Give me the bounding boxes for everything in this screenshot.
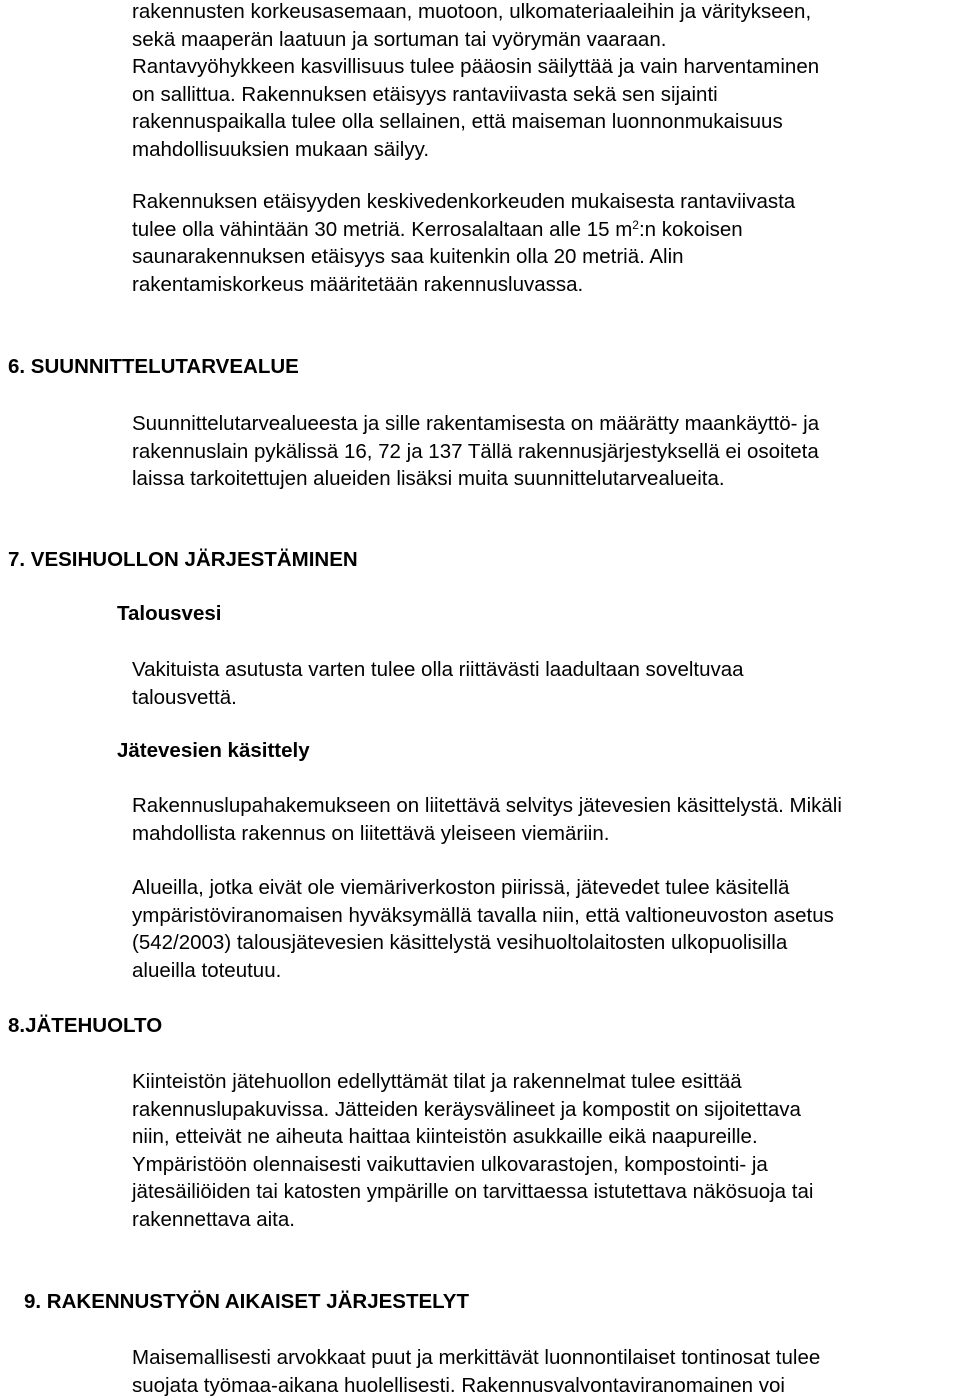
- text-fragment: :n kokoisen: [638, 217, 743, 241]
- text-line: Kiinteistön jätehuollon edellyttämät tilat ja rakennelmat tulee esittää: [132, 1070, 742, 1093]
- section-heading-9: 9. RAKENNUSTYÖN AIKAISET JÄRJESTELYT: [24, 1290, 470, 1313]
- paragraph-drinking-water: [132, 656, 958, 711]
- paragraph-planning-area: [132, 410, 958, 493]
- section-heading-7: 7. VESIHUOLLON JÄRJESTÄMINEN: [8, 548, 358, 571]
- text-line: Suunnittelutarvealueesta ja sille rakentamisesta on määrätty maankäyttö- ja: [132, 412, 820, 435]
- text-line: (542/2003) talousjätevesien käsittelystä vesihuoltolaitosten ulkopuolisilla: [132, 931, 788, 955]
- text-line: rakennuspaikalla tulee olla sellainen, että maiseman luonnonmukaisuus: [132, 110, 783, 134]
- text-line: jätesäiliöiden tai katosten ympärille on tarvittaessa istutettava näkösuoja tai: [132, 1180, 814, 1204]
- text-line: Rakennuslupahakemukseen on liitettävä selvitys jätevesien käsittelystä. Mikäli: [132, 794, 842, 817]
- text-line: Vakituista asutusta varten tulee olla riittävästi laadultaan soveltuvaa: [132, 658, 744, 681]
- text-line: mahdollisuuksien mukaan säilyy.: [132, 137, 430, 161]
- text-line: sekä maaperän laatuun ja sortuman tai vyörymän vaaraan.: [132, 27, 667, 51]
- text-line: alueilla toteutuu.: [132, 958, 282, 982]
- text-line: niin, etteivät ne aiheuta haittaa kiinteistön asukkaille eikä naapureille.: [132, 1125, 758, 1149]
- text-line: Ympäristöön olennaisesti vaikuttavien ulkovarastojen, kompostointi- ja: [132, 1152, 768, 1176]
- section-heading-8: 8.JÄTEHUOLTO: [8, 1014, 163, 1037]
- paragraph-wastewater-permit: [132, 792, 958, 847]
- text-line: [132, 216, 958, 244]
- text-line: rakentamiskorkeus määritetään rakennusluvassa.: [132, 272, 584, 296]
- paragraph-construction-arrangements: [132, 1344, 958, 1399]
- text-line: ympäristöviranomaisen hyväksymällä tavalla niin, että valtioneuvoston asetus: [132, 903, 834, 927]
- text-line: saunarakennuksen etäisyys saa kuitenkin olla 20 metriä. Alin: [132, 245, 684, 269]
- text-line: on sallittua. Rakennuksen etäisyys rantaviivasta sekä sen sijainti: [132, 82, 718, 106]
- text-line: Alueilla, jotka eivät ole viemäriverkoston piirissä, jätevedet tulee käsitellä: [132, 876, 790, 899]
- text-line: rakennuslain pykälissä 16, 72 ja 137 Tällä rakennusjärjestyksellä ei osoiteta: [132, 439, 819, 463]
- section-heading-6: 6. SUUNNITTELUTARVEALUE: [8, 355, 299, 378]
- paragraph-building-placement: [132, 0, 958, 164]
- text-line: rakennusten korkeusasemaan, muotoon, ulkomateriaaleihin ja väritykseen,: [132, 0, 812, 23]
- subheading-jatevesi: Jätevesien käsittely: [117, 739, 310, 762]
- text-line: suojata työmaa-aikana huolellisesti. Rakennusvalvontaviranomainen voi: [132, 1373, 785, 1397]
- subheading-talousvesi: Talousvesi: [117, 602, 222, 625]
- text-line: rakennettava aita.: [132, 1207, 295, 1231]
- paragraph-shoreline-distance: [132, 188, 958, 298]
- superscript: 2: [632, 217, 639, 232]
- text-line: Maisemallisesti arvokkaat puut ja merkittävät luonnontilaiset tontinosat tulee: [132, 1346, 821, 1369]
- text-line: rakennuslupakuvissa. Jätteiden keräysvälineet ja kompostit on sijoitettava: [132, 1097, 801, 1121]
- paragraph-wastewater-treatment: [132, 874, 958, 984]
- paragraph-waste-management: [132, 1068, 958, 1234]
- text-fragment: tulee olla vähintään 30 metriä. Kerrosalaltaan alle 15 m: [132, 217, 633, 241]
- text-line: laissa tarkoitettujen alueiden lisäksi muita suunnittelutarvealueita.: [132, 467, 725, 491]
- text-line: Rantavyöhykkeen kasvillisuus tulee pääosin säilyttää ja vain harventaminen: [132, 55, 820, 79]
- text-line: talousvettä.: [132, 685, 237, 709]
- text-line: Rakennuksen etäisyyden keskivedenkorkeuden mukaisesta rantaviivasta: [132, 190, 796, 213]
- text-line: mahdollista rakennus on liitettävä yleiseen viemäriin.: [132, 821, 610, 845]
